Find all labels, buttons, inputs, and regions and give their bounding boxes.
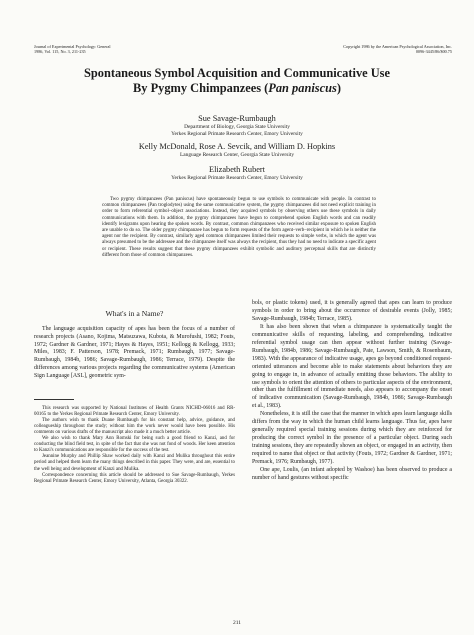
body-paragraph: It has also been shown that when a chimpanzee is systematically taught the communicative skills of requesting, labeling, and comprehending, indicative referential symbol usage can then appear without further training (Savage-Rumbaugh, 1984b, 1986; Savage-Rumbaugh, Pate, Lawson, Smith, & Rosenbaum, 1983). With the appearance of indicative usage, apes go beyond conditioned request-oriented utterances and become able to make statements about behaviors they are going to engage in, in advance of actually emitting those behaviors. The ability to use symbols to orient the attention of others to particular aspects of the environment, other than the fulfillment of immediate needs, also appears to accompany the onset of indicative communication (Savage-Rumbaugh, 1984b, 1986; Savage-Rumbaugh et al., 1983). [252, 323, 452, 410]
author-2-names: Kelly McDonald, Rose A. Sevcik, and William D. Hopkins [138, 142, 336, 151]
footnote-correspondence: Correspondence concerning this article should be addressed to Sue Savage-Rumbaugh, Yerkes Regional Primate Research Center, Emory University, Atlanta, Georgia 30322. [34, 472, 235, 484]
journal-citation [34, 44, 111, 54]
journal-volume: 1986, Vol. 115, No. 3, 211-235 [34, 49, 86, 54]
left-column [34, 309, 235, 485]
journal-name: Journal of Experimental Psychology: General [34, 44, 111, 49]
copyright-line: Copyright 1986 by the American Psychological Association, Inc. [343, 44, 452, 49]
title-line-2-prefix: By Pygmy Chimpanzees ( [133, 81, 269, 95]
title-line-2 [0, 81, 474, 96]
body-paragraph: Nonetheless, it is still the case that the manner in which apes learn language skills differs from the way in which the human child learns language. Thus far, apes have generally required special training sessions during which they are reinforced for producing the correct symbol in the presence of a particular object. During such training sessions, they are repeatedly shown an object, or engaged in an activity, then required to name that object or that activity (Fouts, 1972; Gardner & Gardner, 1971; Premack, 1976; Rumbaugh, 1977). [252, 411, 452, 466]
author-3-affiliation: Yerkes Regional Primate Research Center, Emory University [171, 175, 303, 181]
body-paragraph-continued: bols, or plastic tokens) used, it is generally agreed that apes can learn to produce symbols in order to bring about the occurrence of desirable events (Jolly, 1985; Savage-Rumbaugh, 1984b; Terrace, 1985). [252, 300, 452, 322]
author-1-name: Sue Savage-Rumbaugh [198, 114, 276, 123]
title-line-1: Spontaneous Symbol Acquisition and Communicative Use [83, 66, 391, 80]
copyright-notice [343, 44, 452, 54]
abstract: Two pygmy chimpanzees (Pan paniscus) have spontaneously begun to use symbols to communicate with people. In contrast to common chimpanzees (Pan troglodytes) using the same communicative system, the pygmy chimpanzees did not need explicit training in order to form referential symbol–object associations. Instead, they acquired symbols by observing others use these symbols in daily communications with them. In addition, the pygmy chimpanzees have begun to comprehend spoken English words and can readily identify lexigrams upon hearing the spoken words. By contrast, common chimpanzees who received similar exposure to spoken English are unable to do so. The older pygmy chimpanzee has begun to form requests of the form agent–verb–recipient in which he is neither the agent nor the recipient. By contrast, similarly aged common chimpanzees limited their requests to simple verbs, in which the agent was always presumed to be the addressee and the chimpanzee itself was always the recipient, thus they had no need to indicate a specific agent or recipient. These results suggest that these pygmy chimpanzees exhibit symbolic and auditory perceptual skills that are distinctly different from those of common chimpanzees. [102, 197, 376, 258]
section-heading: What's in a Name? [105, 309, 164, 318]
author-3-name: Elizabeth Rubert [209, 165, 265, 174]
body-paragraph: One ape, Loulis, (an infant adopted by Washoe) has been observed to produce a number of hand gestures without specific [252, 467, 452, 481]
footnote-acknowledgment-3: Jeannine Murphy and Phillip Shaw worked daily with Kanzi and Mulika throughout this entire period and helped them learn the many things described in this paper. They were, and are, essential to the well being and development of Kanzi and Mulika. [34, 454, 235, 472]
author-1-affiliation-1: Department of Biology, Georgia State University [184, 124, 290, 130]
footnote-acknowledgment-1: The authors wish to thank Duane Rumbaugh for his constant help, advice, guidance, and colleagueship throughout the study; without him the work never would have been possible. His comments on various drafts of the manuscript also made it a much better article. [34, 417, 235, 435]
title-line-2-suffix: ) [336, 81, 341, 95]
page-number: 211 [232, 620, 242, 626]
author-1-affiliation-2: Yerkes Regional Primate Research Center, Emory University [171, 131, 303, 137]
title-species-name: Pan paniscus [268, 81, 337, 95]
footnote-funding: This research was supported by National Institutes of Health Grants NICHD-06016 and RR-00165 to the Yerkes Regional Primate Research Center, Emory University. [34, 405, 235, 417]
footnote-divider [34, 399, 74, 400]
author-2-affiliation: Language Research Center, Georgia State University [179, 152, 295, 158]
copyright-code: 0096-3445/86/$00.75 [415, 49, 452, 54]
article-title [0, 66, 474, 96]
body-paragraph-intro: The language acquisition capacity of apes has been the focus of a number of research projects (Asano, Kojima, Matsuzawa, Kubota, & Murofushi, 1982; Fouts, 1972; Gardner & Gardner, 1971; Hayes & Hayes, 1951; Kellogg & Kellogg, 1933; Miles, 1983; F. Patterson, 1978; Premack, 1971; Rumbaugh, 1977; Savage-Rumbaugh, 1984b, 1986; Savage-Rumbaugh, 1986; Terrace, 1979). Despite the differences among various projects regarding the communicative systems (American Sign Language [ASL], geometric sym- [34, 326, 235, 379]
right-column [252, 300, 452, 483]
footnote-acknowledgment-2: We also wish to thank Mary Ann Romski for being such a good friend to Kanzi, and for conducting the blind field test, in spite of the fact that she was not fond of woods. Her keen attention to Kanzi's communications are responsible for the success of the test. [34, 436, 235, 454]
